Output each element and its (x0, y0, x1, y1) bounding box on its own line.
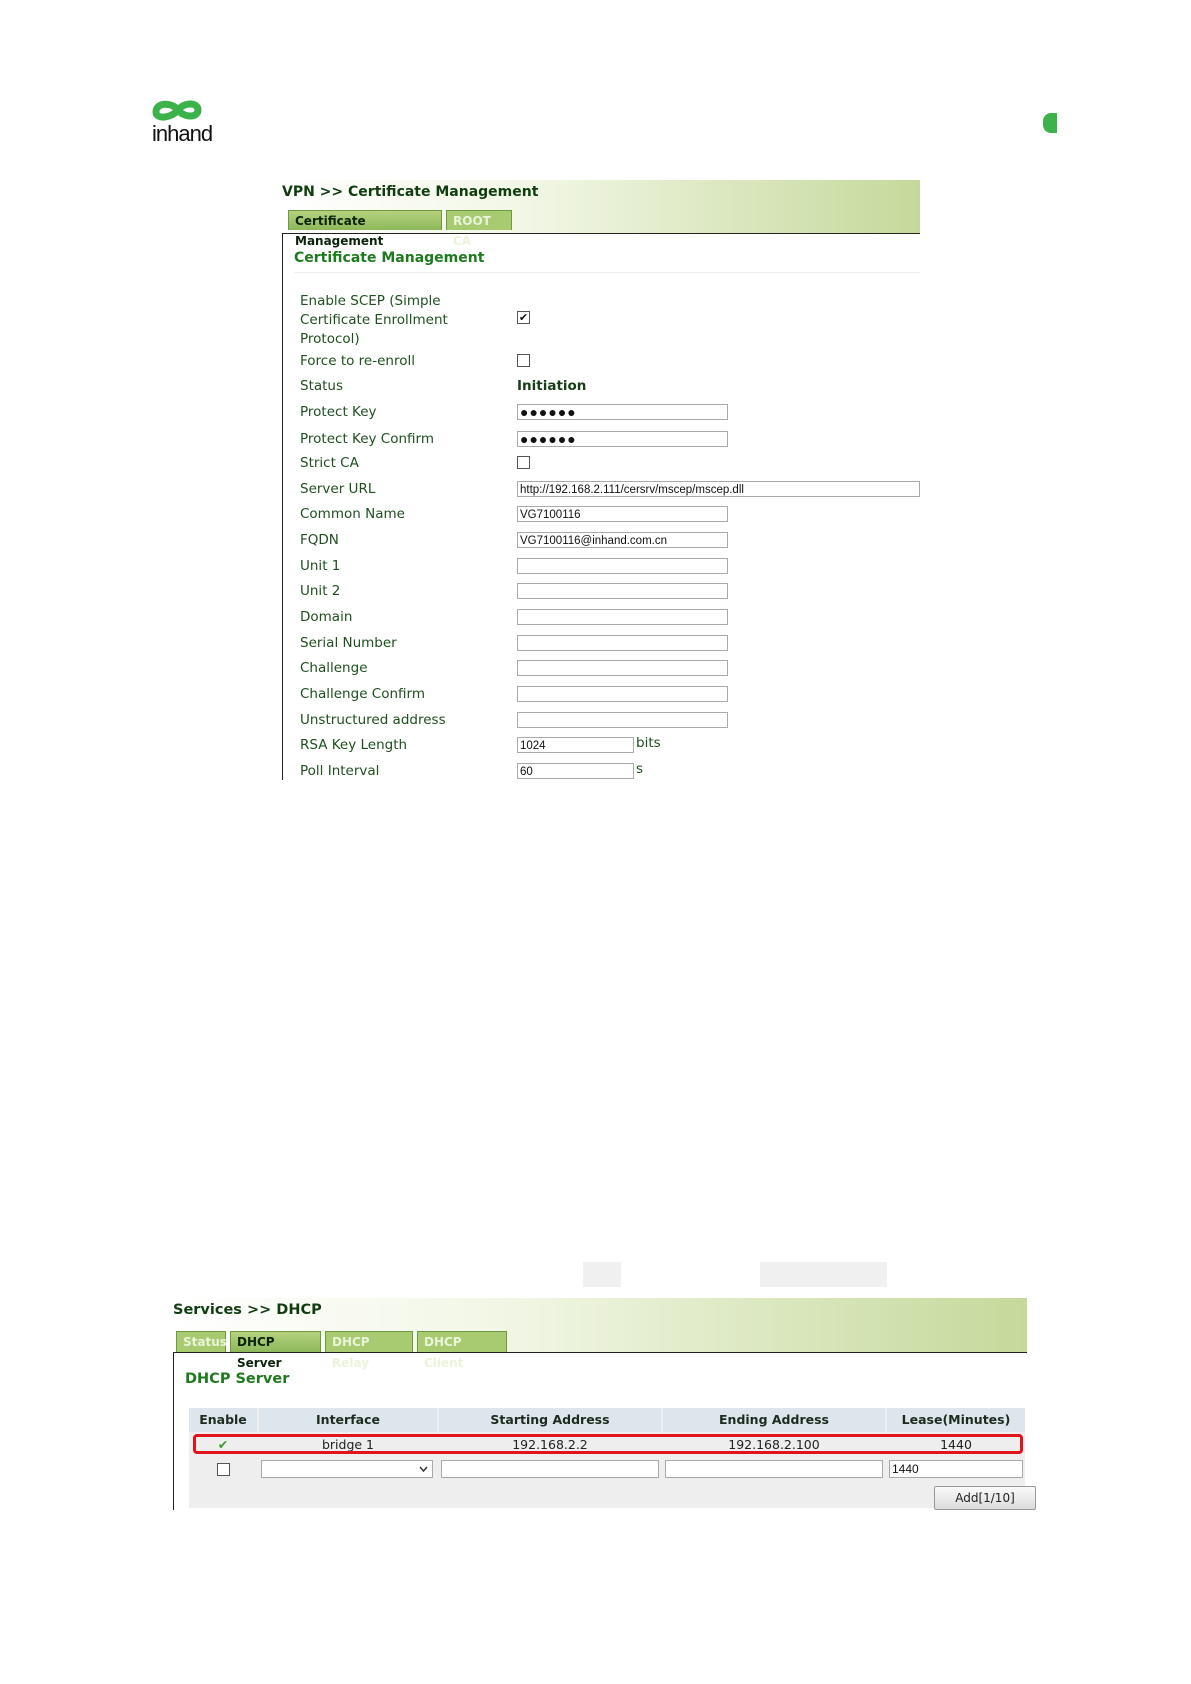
label-unstructured-address: Unstructured address (300, 712, 446, 728)
section-title: DHCP Server (185, 1371, 290, 1387)
tab-status[interactable]: Status (176, 1331, 226, 1352)
strict-ca-checkbox[interactable] (517, 456, 530, 469)
label-protect-key: Protect Key (300, 404, 377, 420)
section-divider (294, 272, 920, 273)
col-starting-address: Starting Address (439, 1408, 661, 1432)
tab-dhcp-relay[interactable]: DHCP Relay (325, 1331, 413, 1352)
highlight-box (193, 1434, 1023, 1454)
tab-root-ca[interactable]: ROOT CA (446, 210, 512, 230)
unit1-input[interactable] (517, 558, 728, 574)
label-poll-interval: Poll Interval (300, 763, 380, 779)
protect-key-confirm-input[interactable]: ●●●●●● (517, 431, 728, 447)
rsa-unit: bits (636, 735, 661, 751)
redacted-block (583, 1262, 621, 1287)
common-name-input[interactable]: VG7100116 (517, 506, 728, 522)
ending-address-input[interactable] (665, 1460, 883, 1478)
col-lease: Lease(Minutes) (887, 1408, 1025, 1432)
label-fqdn: FQDN (300, 532, 339, 548)
label-protect-key-confirm: Protect Key Confirm (300, 431, 434, 447)
certificate-screenshot (282, 180, 920, 780)
poll-unit: s (636, 761, 644, 777)
label-common-name: Common Name (300, 506, 405, 522)
fqdn-input[interactable]: VG7100116@inhand.com.cn (517, 532, 728, 548)
corner-mark (1043, 113, 1057, 133)
new-enable-checkbox[interactable] (217, 1463, 230, 1476)
reenroll-checkbox[interactable] (517, 354, 530, 367)
challenge-confirm-input[interactable] (517, 686, 728, 702)
row-interface: bridge 1 (321, 1437, 375, 1452)
row-ending-address: 192.168.2.100 (728, 1437, 820, 1452)
label-status: Status (300, 378, 344, 394)
label-serial-number: Serial Number (300, 635, 397, 651)
tab-dhcp-client[interactable]: DHCP Client (417, 1331, 507, 1352)
protect-key-input[interactable]: ●●●●●● (517, 404, 728, 420)
panel-border (173, 1352, 1027, 1353)
redacted-block (760, 1262, 887, 1287)
label-challenge: Challenge (300, 660, 368, 676)
col-ending-address: Ending Address (663, 1408, 885, 1432)
label-unit1: Unit 1 (300, 558, 341, 574)
challenge-input[interactable] (517, 660, 728, 676)
add-button[interactable]: Add[1/10] (934, 1486, 1036, 1510)
label-force-reenroll: Force to re-enroll (300, 353, 415, 369)
col-interface: Interface (259, 1408, 437, 1432)
interface-select[interactable] (261, 1460, 433, 1478)
row-starting-address: 192.168.2.2 (512, 1437, 588, 1452)
starting-address-input[interactable] (441, 1460, 659, 1478)
scep-checkbox[interactable]: ✔ (518, 311, 529, 324)
tab-certificate-management[interactable]: Certificate Management (288, 210, 442, 230)
status-value: Initiation (517, 378, 587, 394)
panel-border (282, 233, 920, 234)
row-enable-check: ✔ (217, 1437, 229, 1452)
panel-border-left (282, 233, 283, 780)
label-strict-ca: Strict CA (300, 455, 359, 471)
section-title: Certificate Management (294, 250, 485, 266)
poll-interval-input[interactable]: 60 (517, 763, 634, 779)
label-unit2: Unit 2 (300, 583, 341, 599)
logo-text: inhand (152, 121, 213, 146)
breadcrumb: VPN >> Certificate Management (282, 184, 539, 200)
label-enable-scep: Enable SCEP (Simple Certificate Enrollment Protocol) (300, 293, 448, 347)
lease-input[interactable]: 1440 (889, 1460, 1023, 1478)
row-lease: 1440 (940, 1437, 972, 1452)
panel-border-left (173, 1352, 174, 1510)
chevron-down-icon (419, 1466, 428, 1472)
label-server-url: Server URL (300, 481, 376, 497)
server-url-input[interactable]: http://192.168.2.111/cersrv/mscep/mscep.dll (517, 481, 920, 497)
label-domain: Domain (300, 609, 353, 625)
unit2-input[interactable] (517, 583, 728, 599)
label-challenge-confirm: Challenge Confirm (300, 686, 425, 702)
serial-number-input[interactable] (517, 635, 728, 651)
domain-input[interactable] (517, 609, 728, 625)
unstructured-address-input[interactable] (517, 712, 728, 728)
dhcp-screenshot (173, 1298, 1027, 1510)
col-enable: Enable (189, 1408, 257, 1432)
dhcp-table (189, 1408, 1025, 1508)
breadcrumb: Services >> DHCP (173, 1302, 322, 1318)
label-rsa-key-length: RSA Key Length (300, 737, 408, 753)
tab-dhcp-server[interactable]: DHCP Server (230, 1331, 321, 1352)
rsa-key-length-input[interactable]: 1024 (517, 737, 634, 753)
